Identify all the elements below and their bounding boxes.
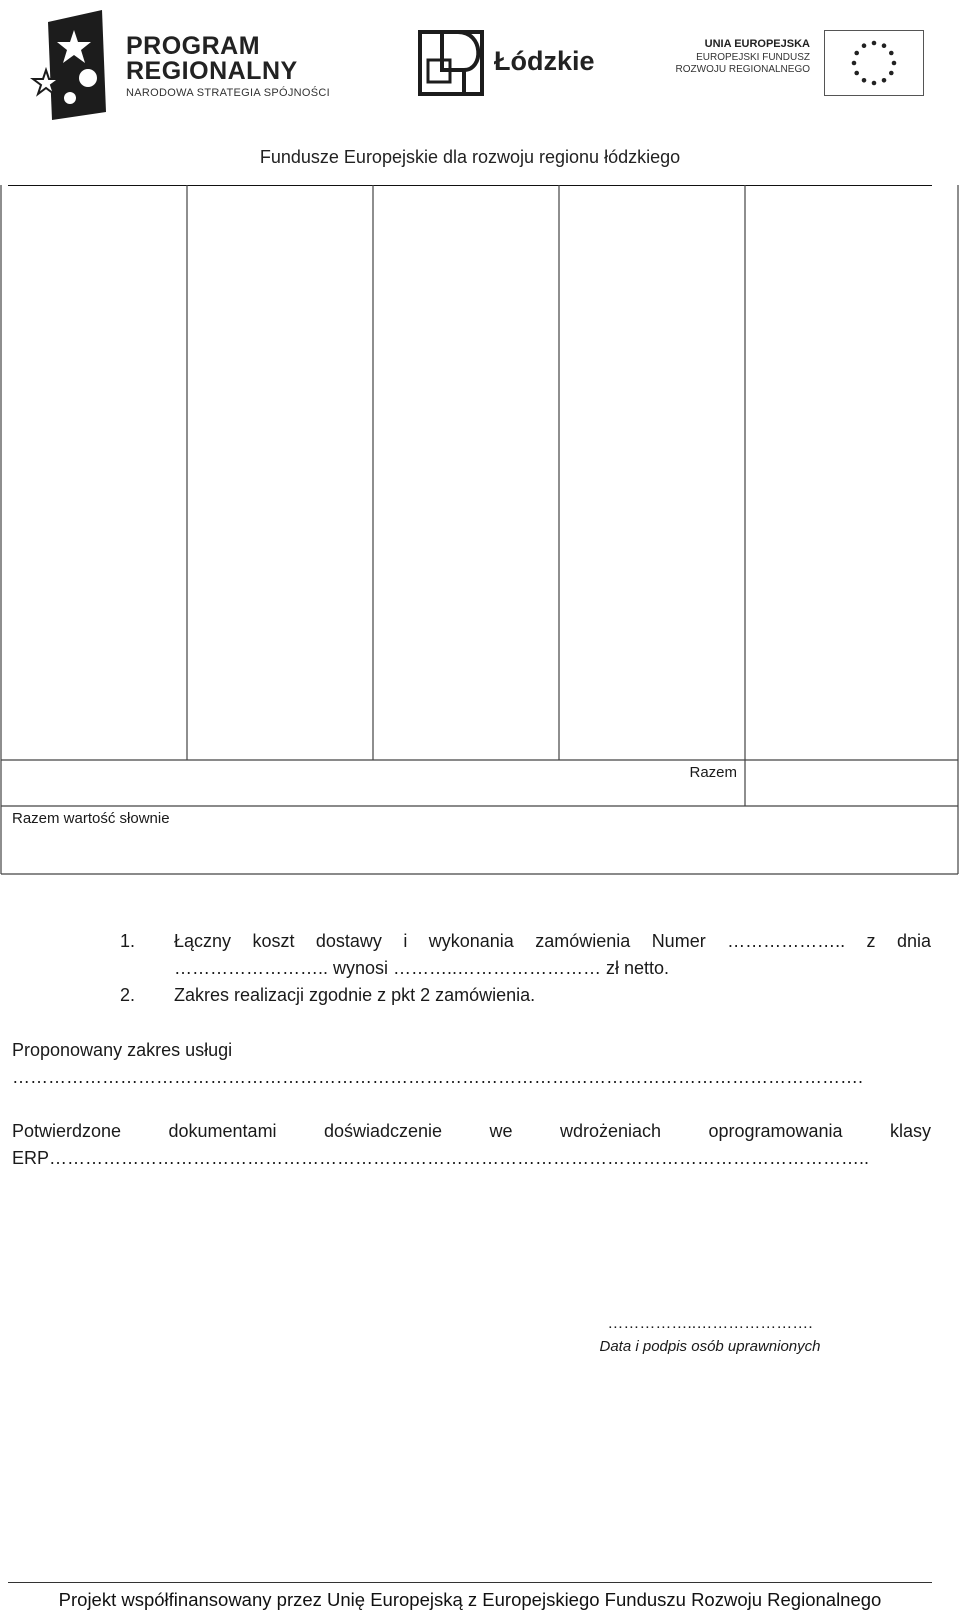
- program-logo-line2: REGIONALNY: [126, 57, 298, 85]
- list-item-2-number: 2.: [120, 985, 136, 1005]
- footer-text: Projekt współfinansowany przez Unię Europejską z Europejskiego Funduszu Rozwoju Regionalnego: [58, 1589, 882, 1610]
- signature-dots: ……………..………………….: [607, 1315, 813, 1332]
- program-logo-line3: NARODOWA STRATEGIA SPÓJNOŚCI: [126, 87, 330, 99]
- proposed-scope-dots: …………………………………………………………………………………………………………………………….: [12, 1067, 864, 1087]
- table-total-label: Razem: [689, 764, 737, 781]
- lodzkie-emblem-icon: [418, 30, 484, 96]
- eu-logo-line1: UNIA EUROPEJSKA: [704, 38, 810, 50]
- lodzkie-logo-text: Łódzkie: [494, 46, 595, 76]
- eu-flag-icon: [824, 30, 924, 96]
- eu-logo-line2: EUROPEJSKI FUNDUSZ: [696, 51, 810, 63]
- experience-line1: Potwierdzone dokumentami doświadczenie we wdrożeniach oprogramowania klasy: [12, 1121, 931, 1141]
- program-regionalny-emblem-icon: [30, 8, 120, 120]
- list-item-1-line2: …………………….. wynosi ………..…………………… zł netto.: [174, 958, 670, 978]
- program-regionalny-logo: [30, 8, 370, 120]
- lodzkie-logo: [418, 30, 608, 100]
- list-item-2-text: Zakres realizacji zgodnie z pkt 2 zamówienia.: [174, 985, 536, 1005]
- experience-line2: ERP………………………………………………………………………………………………………………………..: [12, 1148, 870, 1168]
- list-item-1-line1: Łączny koszt dostawy i wykonania zamówienia Numer ……………….. z dnia: [174, 931, 931, 951]
- cost-table: [0, 185, 959, 875]
- footer-divider: [8, 1582, 932, 1583]
- list-item-1-number: 1.: [120, 931, 136, 951]
- signature-caption: Data i podpis osób uprawnionych: [599, 1338, 821, 1355]
- proposed-scope-label: Proponowany zakres usługi: [12, 1040, 233, 1060]
- eu-logo: [660, 26, 930, 100]
- table-total-words-label: Razem wartość słownie: [12, 810, 170, 827]
- eu-logo-line3: ROZWOJU REGIONALNEGO: [675, 64, 810, 76]
- program-logo-line1: PROGRAM: [126, 32, 261, 60]
- header-tagline: Fundusze Europejskie dla rozwoju regionu łódzkiego: [259, 147, 681, 167]
